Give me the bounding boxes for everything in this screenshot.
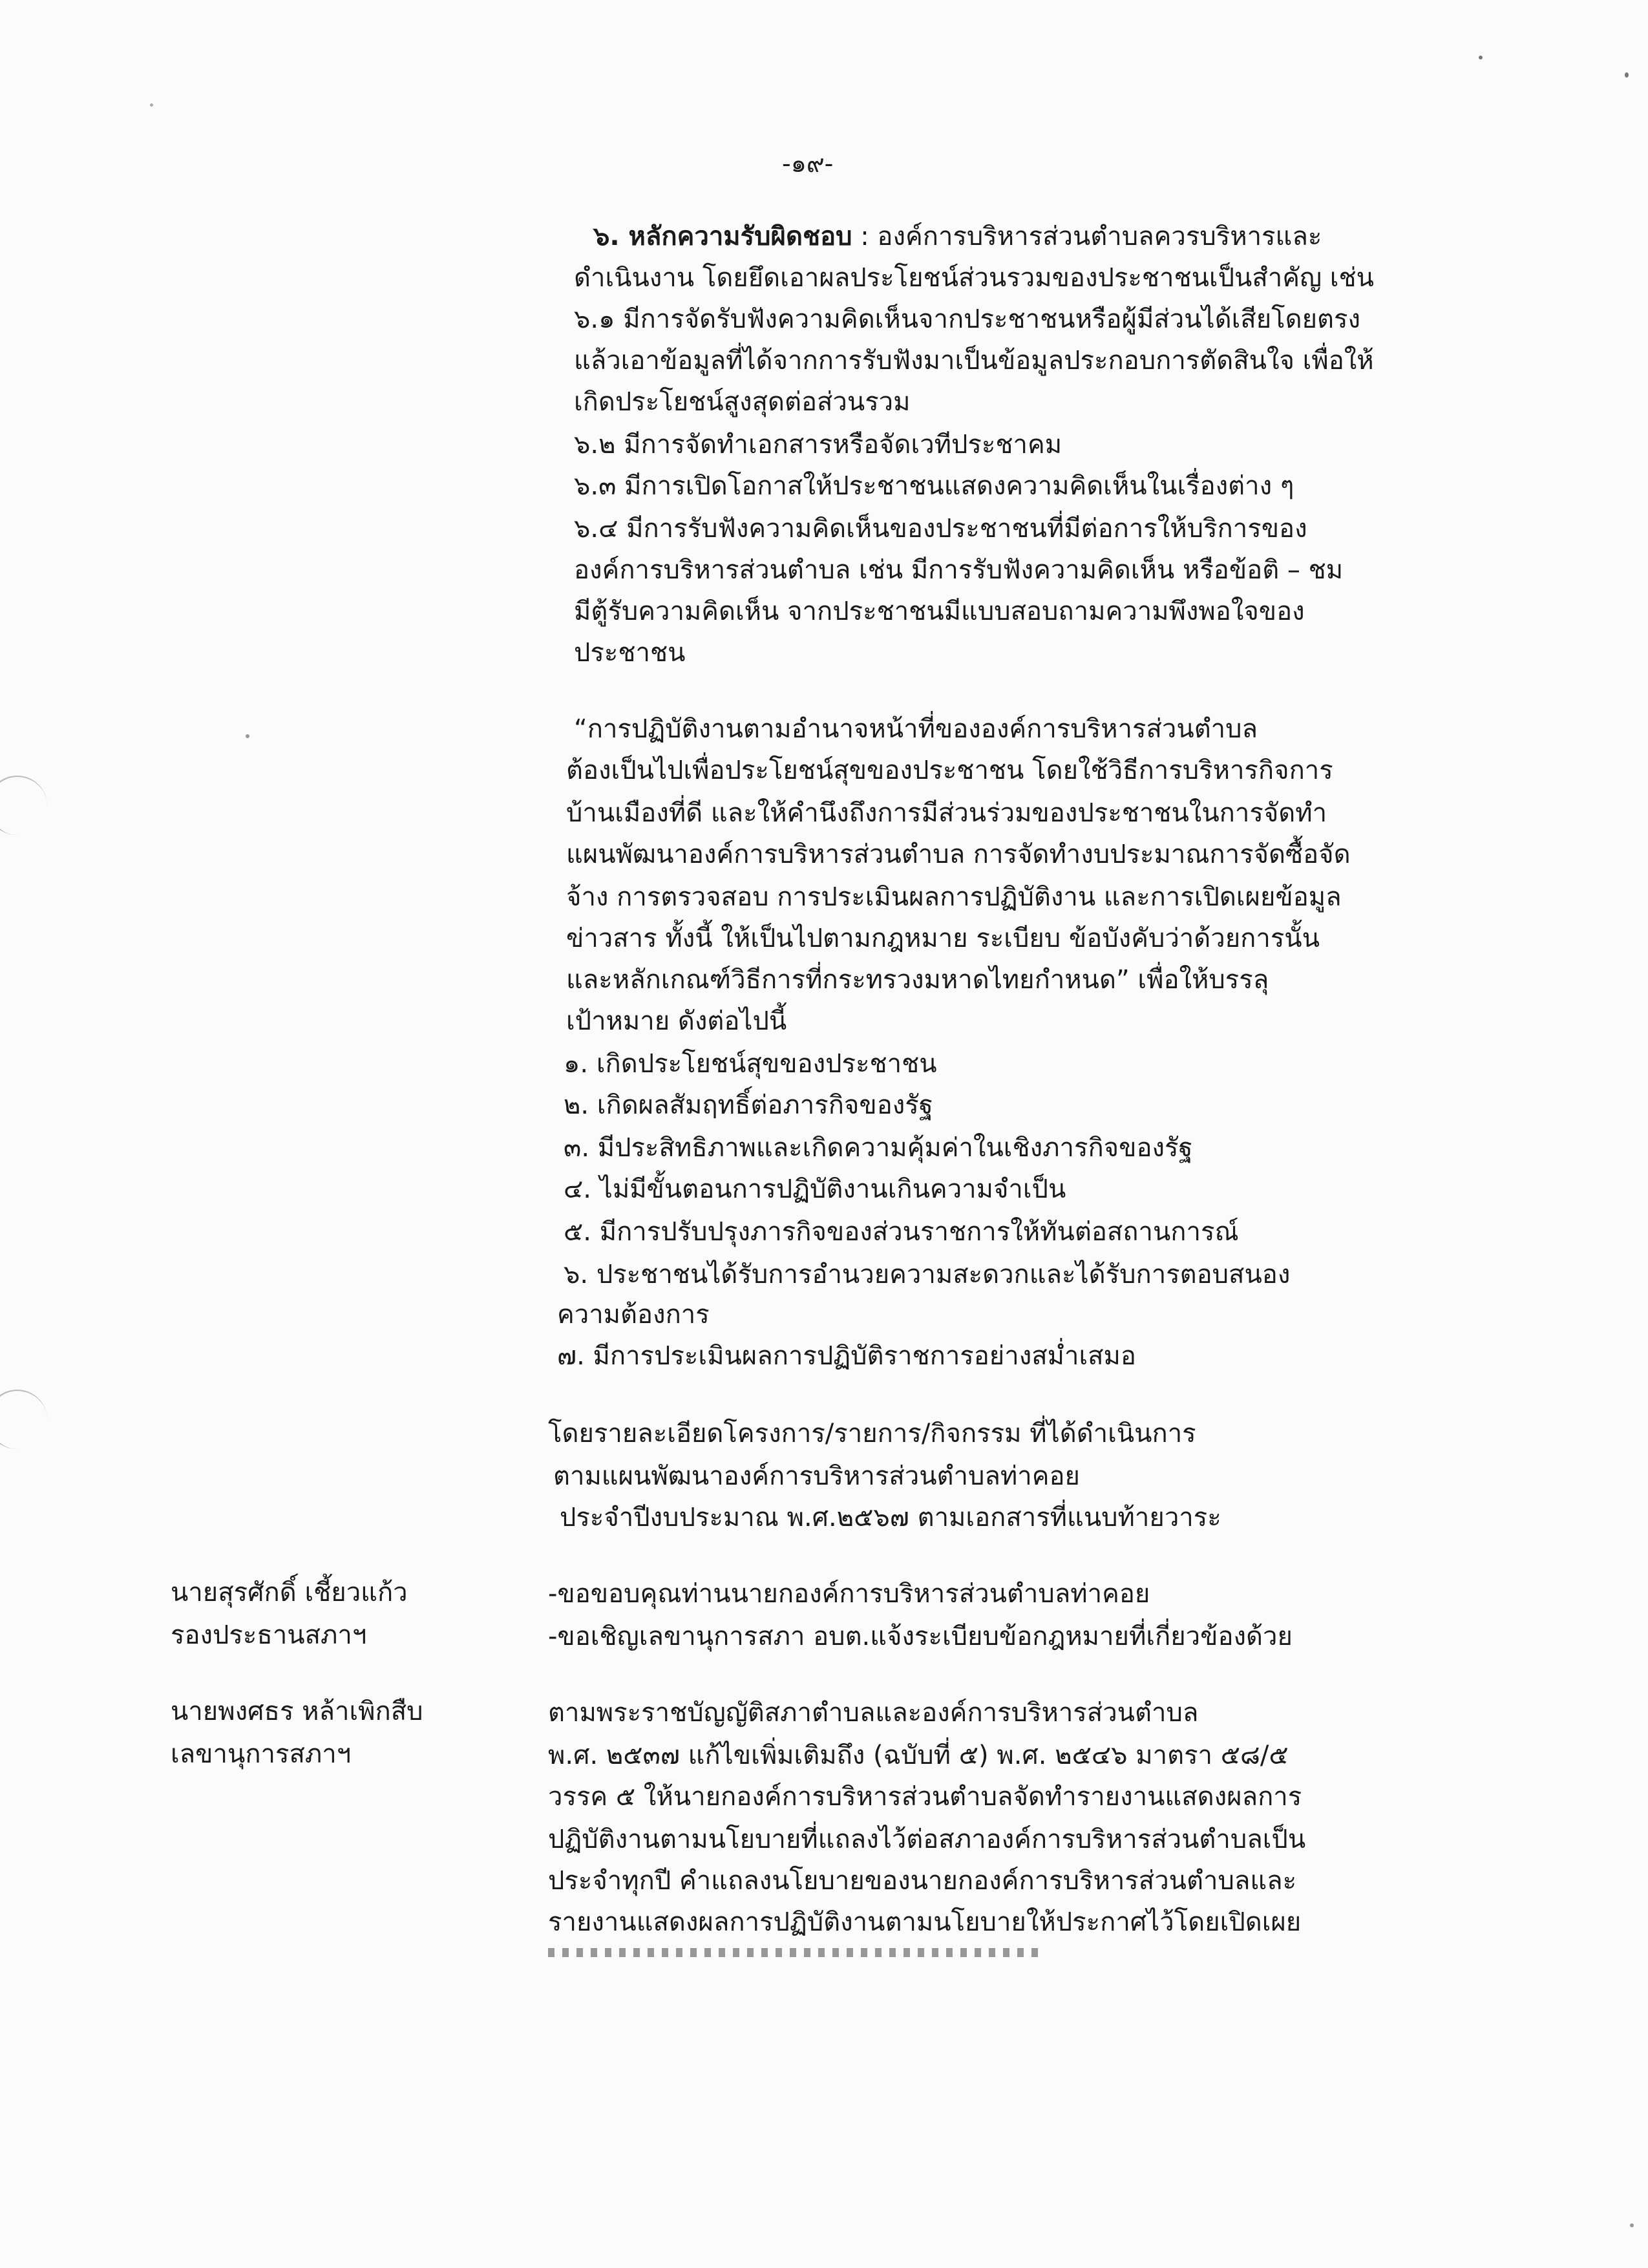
detail-line: ตามแผนพัฒนาองค์การบริหารส่วนตำบลท่าคอย (553, 1461, 1080, 1491)
speaker-statement: วรรค ๕ ให้นายกองค์การบริหารส่วนตำบลจัดทำรายงานแสดงผลการ (548, 1782, 1302, 1812)
scan-dot (150, 103, 153, 107)
speaker-statement: ปฏิบัติงานตามนโยบายที่แถลงไว้ต่อสภาองค์การบริหารส่วนตำบลเป็น (548, 1825, 1306, 1854)
detail-line: โดยรายละเอียดโครงการ/รายการ/กิจกรรม ที่ได้ดำเนินการ (548, 1419, 1196, 1448)
speaker-role: รองประธานสภาฯ (171, 1620, 367, 1650)
quote-line: และหลักเกณฑ์วิธีการที่กระทรวงมหาดไทยกำหนด” เพื่อให้บรรลุ (566, 965, 1269, 995)
scan-dot (1630, 2223, 1634, 2227)
scan-dot (246, 734, 249, 738)
goal-item: ๖. ประชาชนได้รับการอำนวยความสะดวกและได้รับการตอบสนอง (564, 1260, 1291, 1289)
scan-dot (1625, 72, 1629, 78)
speaker-statement: -ขอขอบคุณท่านนายกองค์การบริหารส่วนตำบลท่าคอย (548, 1579, 1150, 1609)
section6-line: องค์การบริหารส่วนตำบล เช่น มีการรับฟังความคิดเห็น หรือข้อติ – ชม (574, 555, 1344, 585)
speaker-statement: ประจำทุกปี คำแถลงนโยบายของนายกองค์การบริหารส่วนตำบลและ (548, 1866, 1297, 1896)
section6-line: ประชาชน (574, 638, 686, 668)
speaker-statement: รายงานแสดงผลการปฏิบัติงานตามนโยบายให้ประกาศไว้โดยเปิดเผย (548, 1907, 1302, 1937)
speaker-name: นายพงศธร หล้าเพิกสืบ (171, 1697, 423, 1726)
section6-line: มีตู้รับความคิดเห็น จากประชาชนมีแบบสอบถามความพึงพอใจของ (574, 597, 1305, 626)
punch-hole-mark (0, 776, 47, 835)
section6-line: ๖.๓ มีการเปิดโอกาสให้ประชาชนแสดงความคิดเห็นในเรื่องต่าง ๆ (574, 471, 1294, 501)
section6-line: ๖.๔ มีการรับฟังความคิดเห็นของประชาชนที่มีต่อการให้บริการของ (574, 514, 1307, 544)
quote-line: บ้านเมืองที่ดี และให้คำนึงถึงการมีส่วนร่วมของประชาชนในการจัดทำ (566, 798, 1327, 828)
goal-item: ๕. มีการปรับปรุงภารกิจของส่วนราชการให้ทันต่อสถานการณ์ (564, 1217, 1239, 1247)
quote-line: แผนพัฒนาองค์การบริหารส่วนตำบล การจัดทำงบประมาณการจัดซื้อจัด (566, 840, 1351, 869)
speaker-statement: -ขอเชิญเลขานุการสภา อบต.แจ้งระเบียบข้อกฎหมายที่เกี่ยวข้องด้วย (548, 1622, 1293, 1651)
section6-line: : องค์การบริหารส่วนตำบลควรบริหารและ (852, 222, 1322, 251)
quote-line: เป้าหมาย ดังต่อไปนี้ (566, 1006, 787, 1036)
quote-line: ข่าวสาร ทั้งนี้ ให้เป็นไปตามกฎหมาย ระเบียบ ข้อบังคับว่าด้วยการนั้น (566, 924, 1320, 953)
quote-line: “การปฏิบัติงานตามอำนาจหน้าที่ขององค์การบริหารส่วนตำบล (574, 714, 1258, 744)
goal-item: ๗. มีการประเมินผลการปฏิบัติราชการอย่างสม่ำเสมอ (557, 1341, 1136, 1371)
speaker-statement: พ.ศ. ๒๕๓๗ แก้ไขเพิ่มเติมถึง (ฉบับที่ ๕) พ.ศ. ๒๕๔๖ มาตรา ๕๘/๕ (548, 1741, 1289, 1770)
speaker-name: นายสุรศักดิ์ เชี้ยวแก้ว (171, 1578, 408, 1607)
quote-line: ต้องเป็นไปเพื่อประโยชน์สุขของประชาชน โดยใช้วิธีการบริหารกิจการ (566, 756, 1333, 785)
goal-item: ๓. มีประสิทธิภาพและเกิดความคุ้มค่าในเชิงภารกิจของรัฐ (564, 1133, 1193, 1163)
speaker-statement: ตามพระราชบัญญัติสภาตำบลและองค์การบริหารส่วนตำบล (548, 1698, 1199, 1728)
section6-line: ดำเนินงาน โดยยึดเอาผลประโยชน์ส่วนรวมของประชาชนเป็นสำคัญ เช่น (574, 263, 1374, 293)
page-number: -๑๙- (782, 149, 834, 178)
quote-line: จ้าง การตรวจสอบ การประเมินผลการปฏิบัติงาน และการเปิดเผยข้อมูล (566, 882, 1342, 912)
section6-line: แล้วเอาข้อมูลที่ได้จากการรับฟังมาเป็นข้อมูลประกอบการตัดสินใจ เพื่อให้ (574, 346, 1374, 376)
detail-line: ประจำปีงบประมาณ พ.ศ.๒๕๖๗ ตามเอกสารที่แนบท้ายวาระ (560, 1503, 1221, 1532)
goal-item: ๔. ไม่มีขั้นตอนการปฏิบัติงานเกินความจำเป็น (564, 1174, 1066, 1204)
speaker-role: เลขานุการสภาฯ (171, 1739, 352, 1769)
cutoff-text-fragment (548, 1948, 1039, 1957)
goal-item: ๑. เกิดประโยชน์สุขของประชาชน (564, 1049, 937, 1079)
section6-title: ๖. หลักความรับผิดชอบ (593, 222, 852, 251)
section6-heading-line (593, 218, 1322, 255)
goal-item: ๒. เกิดผลสัมฤทธิ์ต่อภารกิจของรัฐ (564, 1090, 933, 1120)
section6-line: เกิดประโยชน์สูงสุดต่อส่วนรวม (574, 387, 911, 417)
scan-dot (1479, 56, 1483, 59)
section6-line: ๖.๒ มีการจัดทำเอกสารหรือจัดเวทีประชาคม (574, 430, 1062, 460)
goal-item: ความต้องการ (557, 1300, 710, 1330)
punch-hole-mark (0, 1390, 47, 1449)
section6-line: ๖.๑ มีการจัดรับฟังความคิดเห็นจากประชาชนหรือผู้มีส่วนได้เสียโดยตรง (574, 304, 1361, 334)
